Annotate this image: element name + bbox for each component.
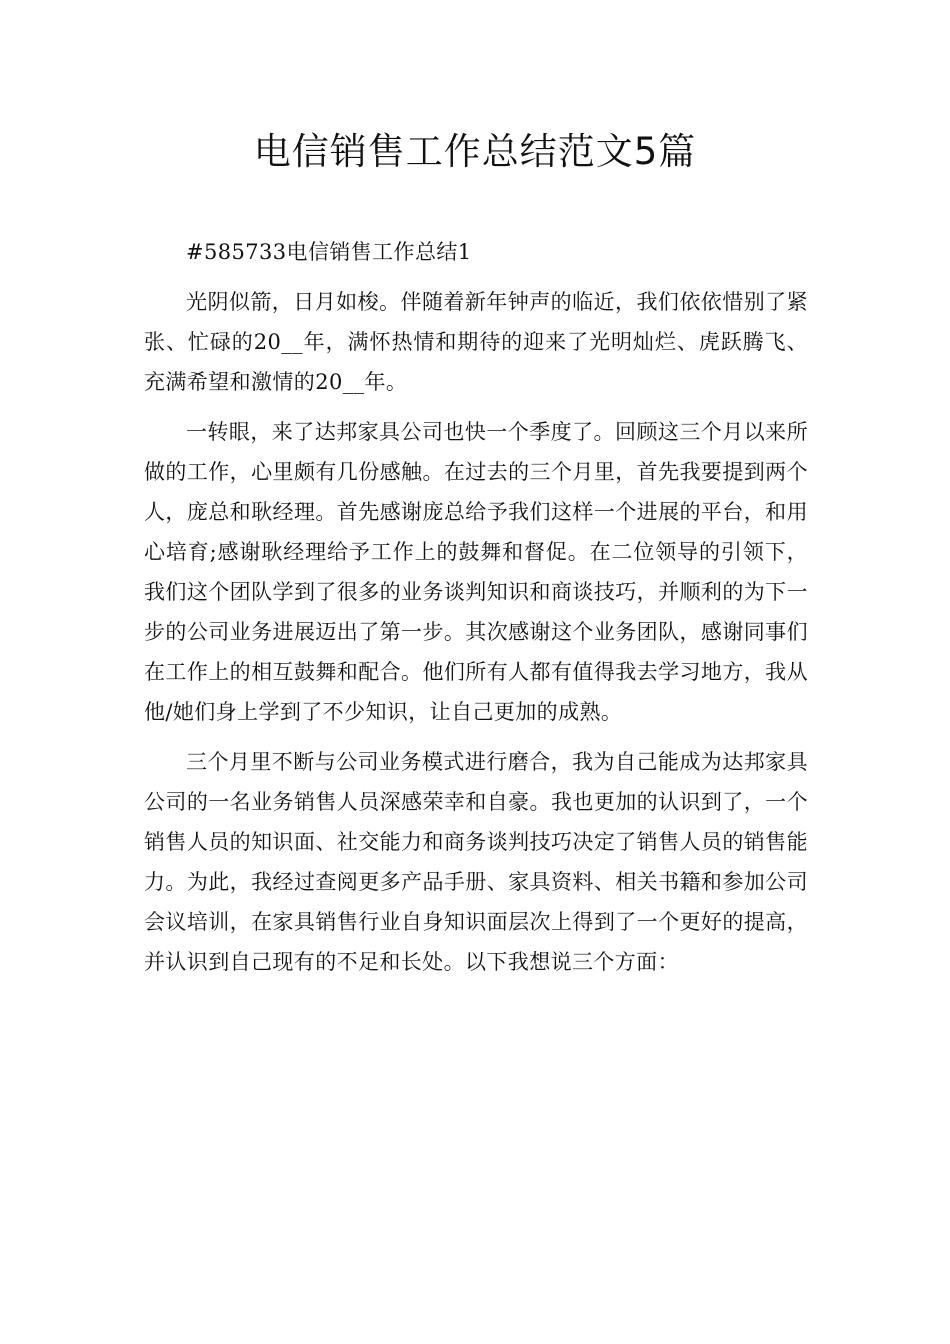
section-heading: #585733电信销售工作总结1 (186, 240, 472, 264)
paragraph-1: 光阴似箭，日月如梭。伴随着新年钟声的临近，我们依依惜别了紧张、忙碌的20__年，满怀热情和期待的迎来了光明灿烂、虎跃腾飞、充满希望和激情的20__年。 (144, 290, 808, 394)
document-body (144, 232, 808, 992)
paragraph-3: 三个月里不断与公司业务模式进行磨合，我为自己能成为达邦家具公司的一名业务销售人员深感荣幸和自豪。我也更加的认识到了，一个销售人员的知识面、社交能力和商务谈判技巧决定了销售人员的销售能力。为此，我经过查阅更多产品手册、家具资料、相关书籍和参加公司会议培训，在家具销售行业自身知识面层次上得到了一个更好的提高，并认识到自己现有的不足和长处。以下我想说三个方面： (144, 750, 808, 974)
paragraph-2: 一转眼，来了达邦家具公司也快一个季度了。回顾这三个月以来所做的工作，心里颇有几份感触。在过去的三个月里，首先我要提到两个人，庞总和耿经理。首先感谢庞总给予我们这样一个进展的平台，和用心培育;感谢耿经理给予工作上的鼓舞和督促。在二位领导的引领下，我们这个团队学到了很多的业务谈判知识和商谈技巧，并顺利的为下一步的公司业务进展迈出了第一步。其次感谢这个业务团队，感谢同事们在工作上的相互鼓舞和配合。他们所有人都有值得我去学习地方，我从他/她们身上学到了不少知识，让自己更加的成熟。 (144, 420, 808, 724)
document-title: 电信销售工作总结范文5篇 (253, 130, 697, 173)
